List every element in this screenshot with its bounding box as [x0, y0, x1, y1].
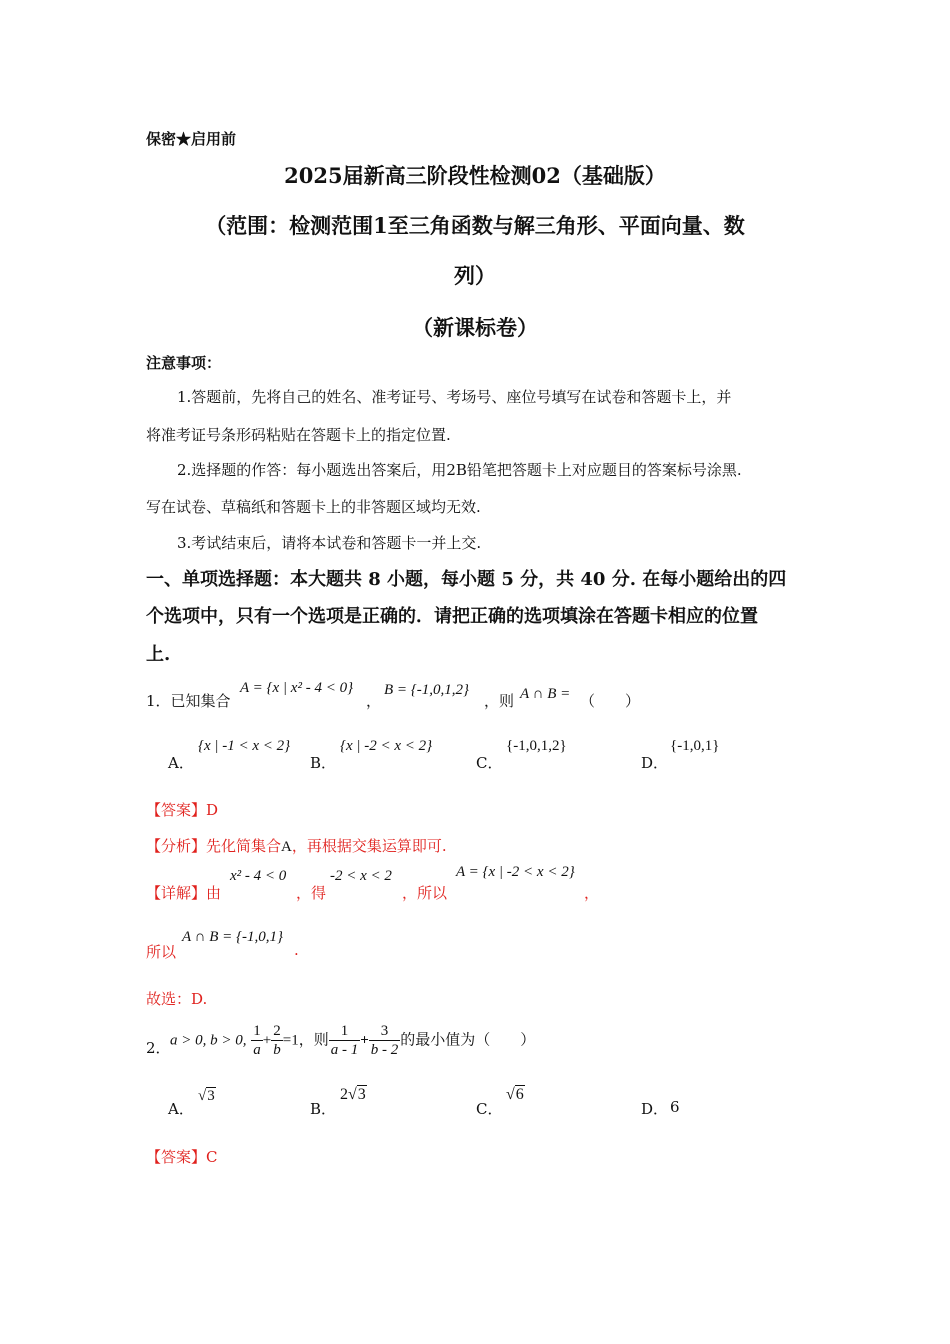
- q1-option-c: {-1,0,1,2}: [506, 738, 567, 754]
- q2-option-b-label: B．: [310, 1100, 337, 1118]
- exam-edition: （新课标卷）: [412, 315, 538, 340]
- q2-option-b: 2√3: [340, 1086, 366, 1103]
- q2-frac-3-over-b-2: $\frac{3}{b - 2}$: [370, 1023, 399, 1058]
- q1-answer: 【答案】D: [146, 801, 219, 819]
- section-heading-line1: 一、单项选择题：本大题共 8 小题，每小题 5 分，共 40 分. 在每小题给出的四: [146, 569, 787, 590]
- detail-by: 由: [206, 884, 222, 902]
- q1-paren: （ ）: [580, 692, 641, 710]
- q2-option-d-label: D．: [641, 1100, 669, 1118]
- q2-cond-text: a > 0, b > 0,: [170, 1032, 247, 1049]
- exam-scope-line2: 列）: [454, 263, 496, 288]
- q1-set-b: B = {-1,0,1,2}: [384, 682, 470, 698]
- q1-ask: A ∩ B =: [520, 686, 571, 702]
- q2-answer: 【答案】C: [146, 1148, 218, 1166]
- q2-option-c: √6: [506, 1086, 524, 1103]
- q1-prefix: 1．已知集合: [146, 692, 231, 710]
- q1-option-d-label: D．: [641, 754, 669, 772]
- q1-analysis: [146, 835, 447, 856]
- q1-comma: ，: [366, 692, 382, 710]
- note-1b: 将准考证号条形码粘贴在答题卡上的指定位置.: [146, 426, 451, 444]
- q1-option-a-label: A．: [168, 754, 194, 772]
- detail-get: ，得: [296, 884, 327, 902]
- q1-option-b-label: B．: [310, 754, 337, 772]
- detail-eq3: A = {x | -2 < x < 2}: [456, 864, 575, 880]
- exam-title: 2025届新高三阶段性检测02（基础版）: [284, 163, 666, 188]
- note-2b: 写在试卷、草稿纸和答题卡上的非答题区域均无效.: [146, 498, 481, 516]
- q2-option-a-label: A．: [168, 1100, 194, 1118]
- q2-option-c-label: C．: [476, 1100, 503, 1118]
- analysis-rest: ，再根据交集运算即可.: [291, 837, 447, 855]
- q2-plus-1: +: [262, 1032, 272, 1049]
- q2-number: 2．: [146, 1039, 171, 1057]
- analysis-text: 先化简集合: [206, 837, 282, 855]
- note-2a: 2.选择题的作答：每小题选出答案后，用2B铅笔把答题卡上对应题目的答案标号涂黑.: [177, 461, 742, 479]
- analysis-label: 【分析】: [146, 837, 207, 855]
- q1-option-c-label: C．: [476, 754, 503, 772]
- exam-scope-line1: （范围：检测范围1至三角函数与解三角形、平面向量、数: [205, 213, 745, 238]
- q2-condition: [170, 1022, 535, 1059]
- q2-plus-2: +: [360, 1032, 369, 1049]
- so-end: .: [294, 941, 299, 959]
- q2-frac-1-over-a-1: $\frac{1}{a - 1}$: [330, 1023, 359, 1058]
- q1-set-a: A = {x | x² - 4 < 0}: [240, 680, 354, 696]
- q2-ask: 的最小值为（ ）: [400, 1030, 536, 1049]
- q2-eq1: =1: [282, 1032, 299, 1049]
- notes-heading: 注意事项：: [146, 354, 222, 372]
- note-1a: 1.答题前，先将自己的姓名、准考证号、考场号、座位号填写在试卷和答题卡上，并: [177, 388, 732, 406]
- detail-end: ，: [584, 884, 600, 902]
- q1-choose: 故选：D.: [146, 990, 208, 1008]
- detail-eq1: x² - 4 < 0: [230, 868, 287, 884]
- q2-frac-1-over-a: $\frac{1}{a}$: [253, 1023, 261, 1058]
- section-heading-line2: 个选项中，只有一个选项是正确的．请把正确的选项填涂在答题卡相应的位置: [146, 606, 758, 627]
- q2-option-d: 6: [670, 1098, 680, 1116]
- q1-detail-label: [146, 882, 221, 903]
- so-equation: A ∩ B = {-1,0,1}: [182, 929, 284, 945]
- detail-eq2: -2 < x < 2: [330, 868, 392, 884]
- q1-option-b: {x | -2 < x < 2}: [340, 738, 433, 754]
- q2-frac-2-over-b: $\frac{2}{b}$: [273, 1023, 281, 1058]
- q1-option-a: {x | -1 < x < 2}: [198, 738, 291, 754]
- note-3: 3.考试结束后，请将本试卷和答题卡一并上交.: [177, 534, 482, 552]
- q1-then: ，则: [484, 692, 515, 710]
- detail-so: ，所以: [402, 884, 448, 902]
- q1-option-d: {-1,0,1}: [670, 738, 720, 754]
- q2-option-a: √3: [198, 1088, 215, 1104]
- analysis-var: A: [281, 839, 292, 855]
- section-heading-line3: 上.: [146, 644, 171, 665]
- q2-then: ，则: [298, 1030, 329, 1049]
- confidential-label: 保密★启用前: [146, 130, 237, 148]
- so-label: 所以: [146, 943, 177, 961]
- detail-label: 【详解】: [146, 884, 207, 902]
